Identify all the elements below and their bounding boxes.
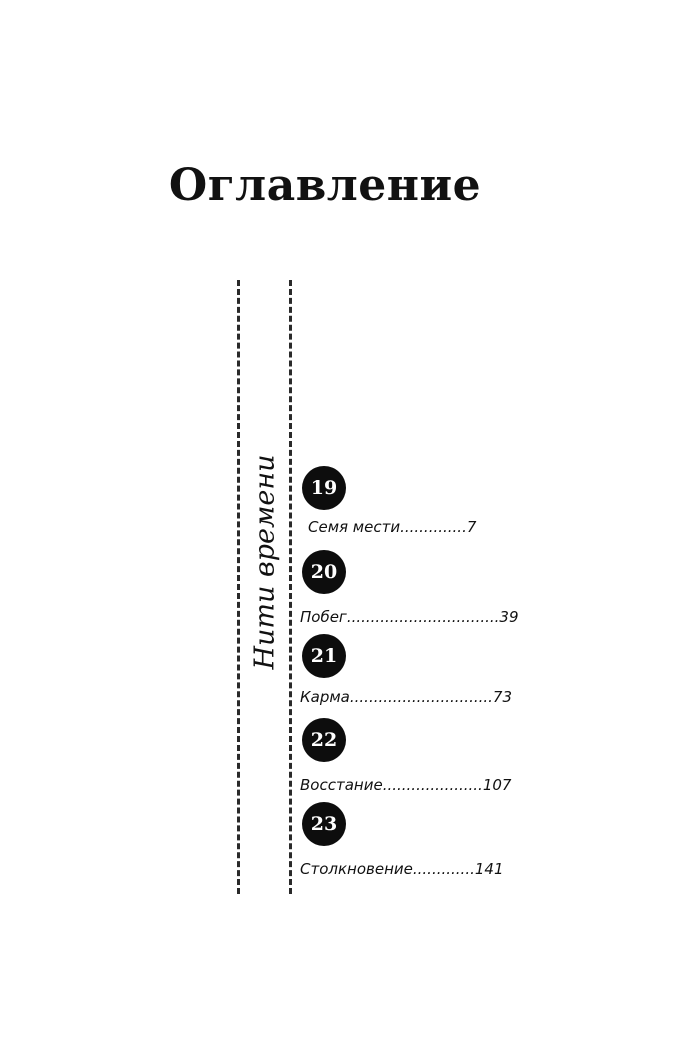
toc-entry-23[interactable]: [300, 802, 504, 878]
toc-line: [300, 688, 512, 706]
leader-dots: ................................: [346, 608, 500, 626]
chapter-name: Восстание: [300, 776, 383, 794]
leader-dots: .....................: [382, 776, 483, 794]
toc-entry-21[interactable]: [300, 634, 512, 706]
leader-dots: ..............: [400, 518, 467, 536]
page-number: 7: [466, 518, 477, 536]
page-number: 107: [482, 776, 512, 794]
section-title-vertical: Нити времени: [249, 454, 281, 670]
chapter-name: Карма: [300, 688, 350, 706]
chapter-name: Побег: [300, 608, 347, 626]
dashed-divider-right: [289, 280, 292, 894]
toc-line: [308, 518, 476, 536]
toc-entry-20[interactable]: [300, 550, 519, 626]
toc-line: [300, 776, 511, 794]
chapter-number-badge: 23: [302, 802, 346, 846]
toc-entry-22[interactable]: [300, 718, 511, 794]
chapter-number-badge: 22: [302, 718, 346, 762]
page-number: 141: [474, 860, 504, 878]
leader-dots: .............: [412, 860, 475, 878]
toc-line: [300, 860, 504, 878]
chapter-name: Столкновение: [300, 860, 413, 878]
chapter-number-badge: 21: [302, 634, 346, 678]
chapter-number-badge: 20: [302, 550, 346, 594]
dashed-divider-left: [237, 280, 240, 894]
toc-line: [300, 608, 519, 626]
chapter-name: Семя мести: [308, 518, 401, 536]
page-number: 73: [492, 688, 513, 706]
page-title: Оглавление: [168, 160, 482, 211]
leader-dots: ..............................: [349, 688, 493, 706]
page-number: 39: [499, 608, 519, 626]
chapter-number-badge: 19: [302, 466, 346, 510]
toc-entry-19[interactable]: [300, 466, 476, 536]
